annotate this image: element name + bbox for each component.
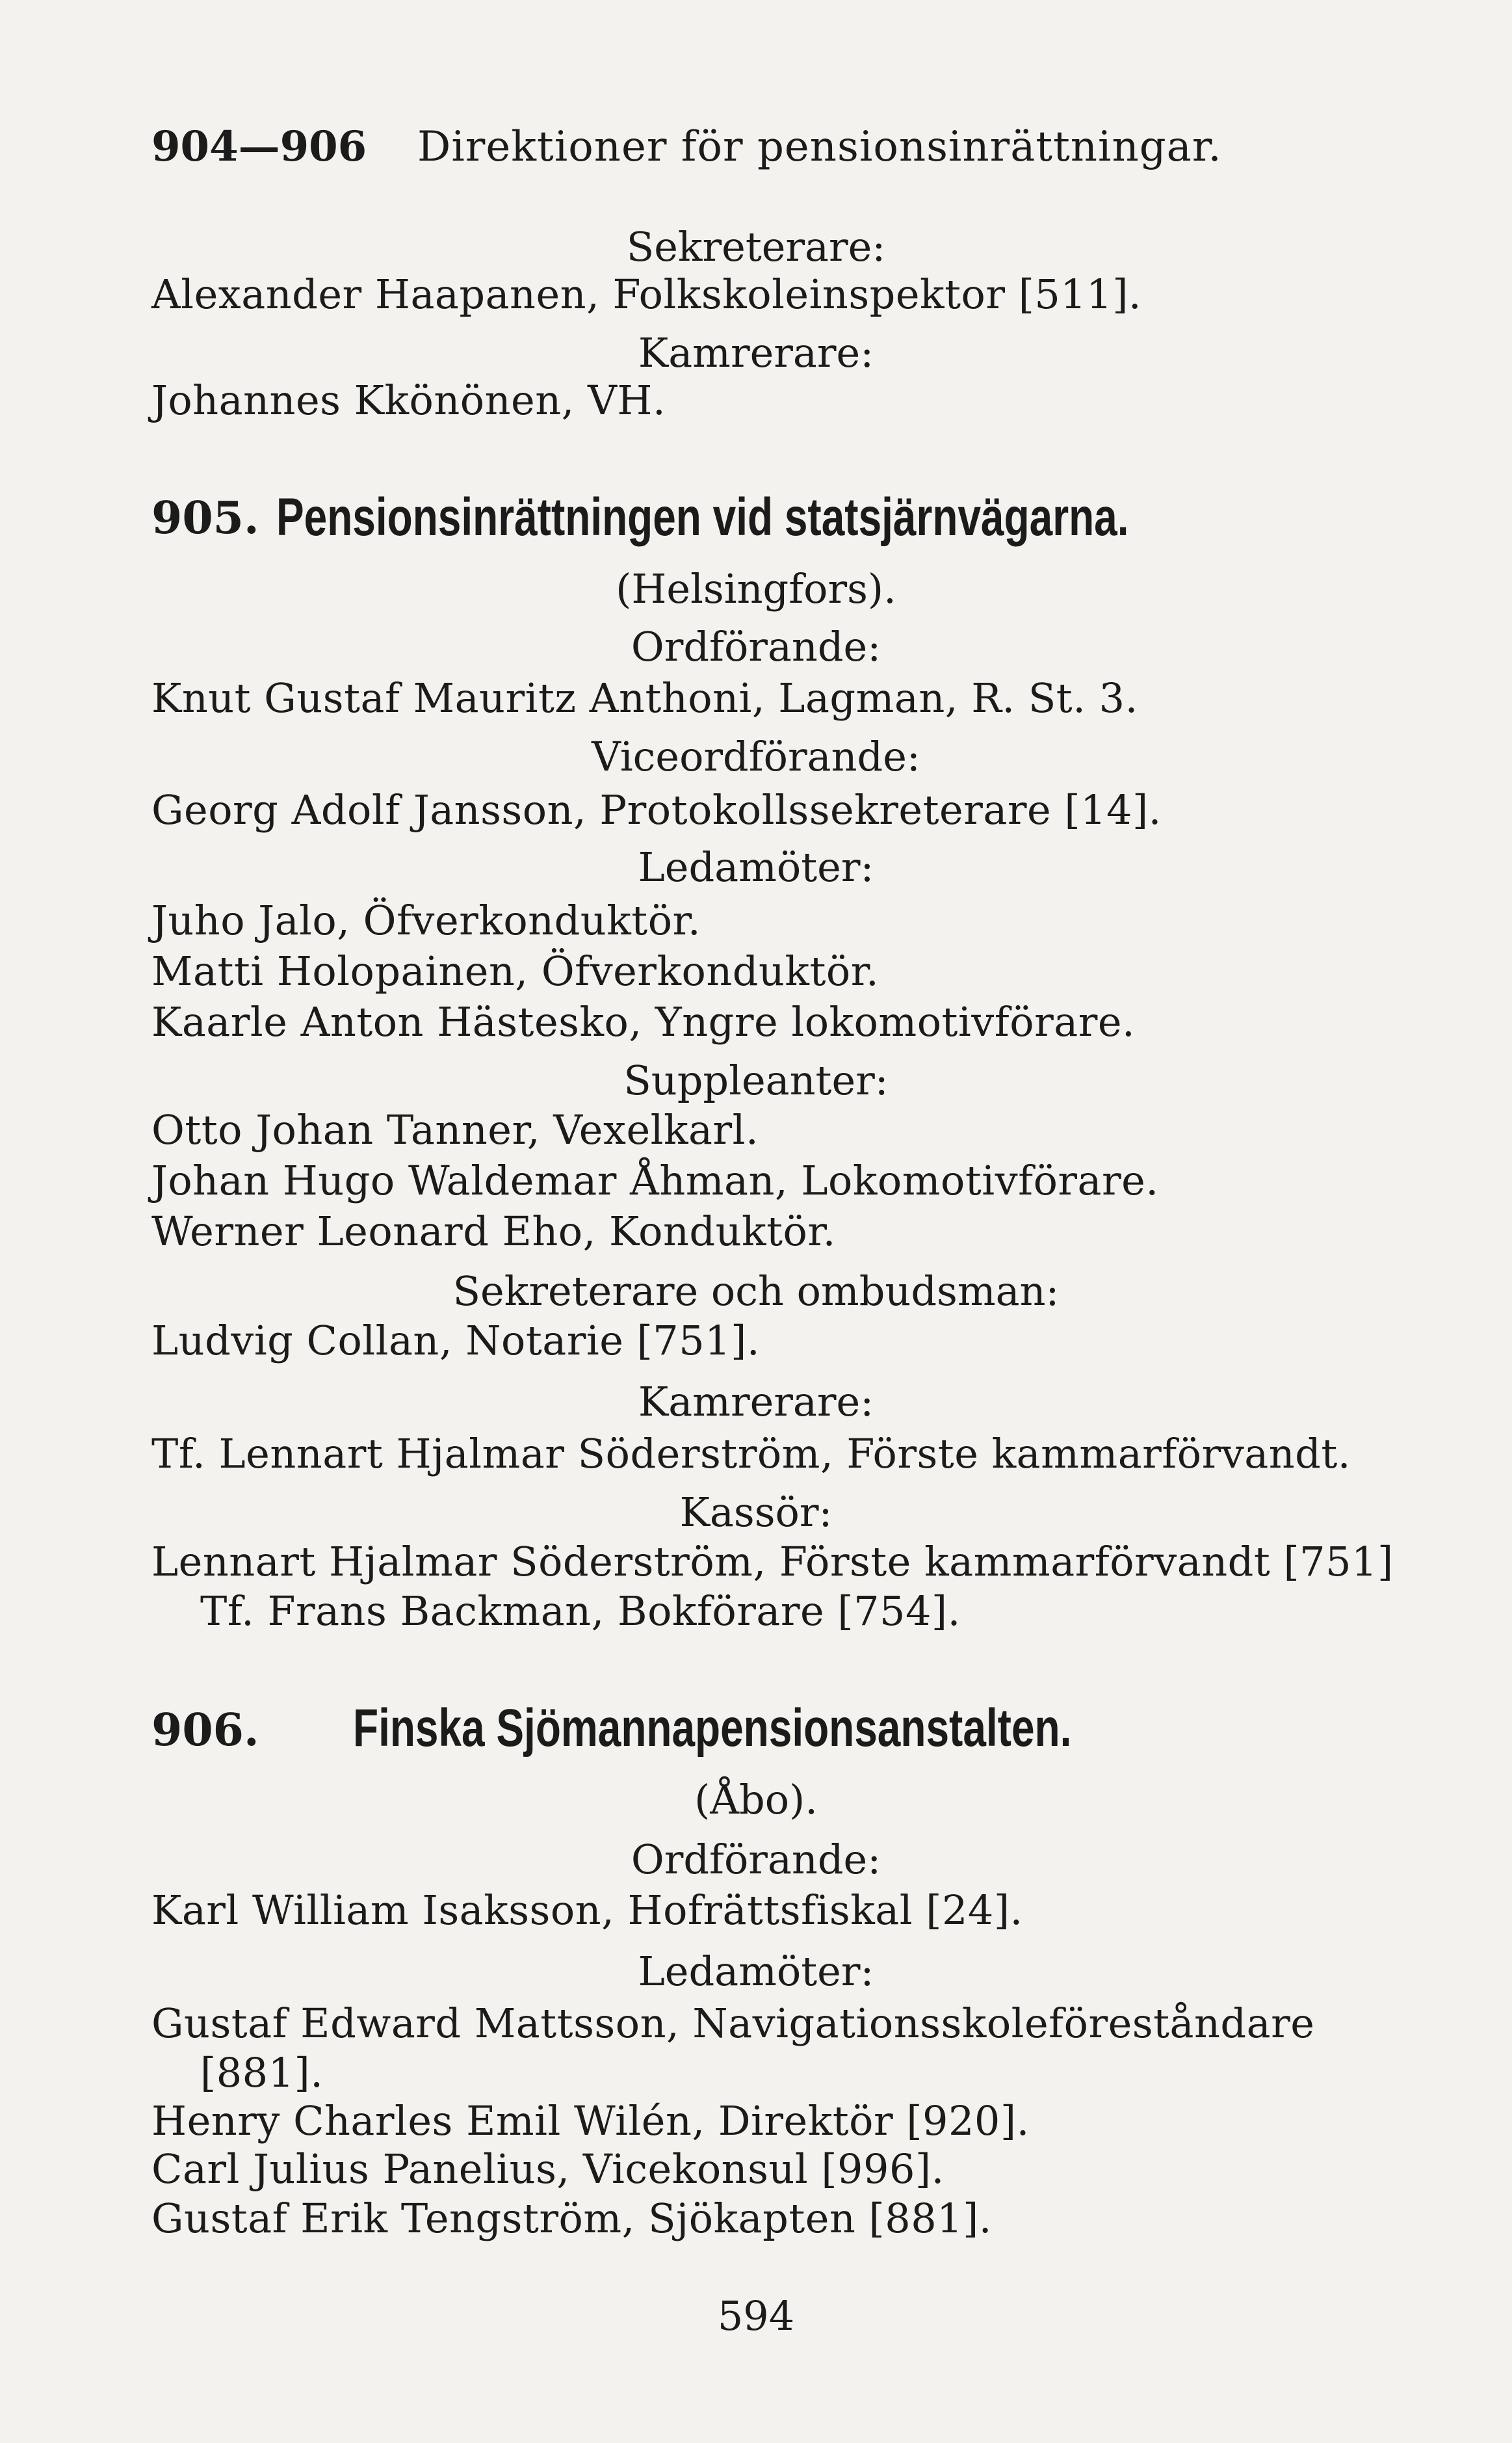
entry-ledamot-905: Matti Holopainen, Öfverkonduktör. <box>151 947 880 995</box>
entry-ledamot-906: [881]. <box>200 2049 324 2096</box>
label-sekreterare-905: Sekreterare och ombudsman: <box>452 1267 1060 1315</box>
entry-ledamot-906: Gustaf Edward Mattsson, Navigationsskoleföreståndare <box>151 2000 1315 2047</box>
entry-suppleant-905: Werner Leonard Eho, Konduktör. <box>151 1208 836 1255</box>
entry-ledamot-906: Carl Julius Panelius, Vicekonsul [996]. <box>151 2145 945 2193</box>
page-number: 594 <box>717 2292 795 2340</box>
section-905-location: (Helsingfors). <box>616 565 896 613</box>
section-906-title: Finska Sjömannapensionsanstalten. <box>353 1698 1072 1758</box>
label-ledamoter-906: Ledamöter: <box>638 1948 874 1995</box>
label-sekreterare-904: Sekreterare: <box>626 223 886 271</box>
entry-ledamot-905: Kaarle Anton Hästesko, Yngre lokomotivförare. <box>151 998 1136 1046</box>
entry-suppleant-905: Johan Hugo Waldemar Åhman, Lokomotivförare. <box>151 1157 1159 1204</box>
entry-kamrerare-904: Johannes Kkönönen, VH. <box>151 376 666 424</box>
section-905-title: Pensionsinrättningen vid statsjärnvägarna. <box>276 488 1129 547</box>
label-kamrerare-904: Kamrerare: <box>638 329 874 376</box>
entry-kassor-905: Tf. Frans Backman, Bokförare [754]. <box>200 1587 961 1635</box>
section-906-number: 906. <box>151 1704 259 1756</box>
entry-vice-905: Georg Adolf Jansson, Protokollssekreterare [14]. <box>151 786 1162 834</box>
entry-ordforande-906: Karl William Isaksson, Hofrättsfiskal [24]. <box>151 1886 1023 1934</box>
header-range: 904—906 <box>151 122 367 171</box>
label-kassor-905: Kassör: <box>679 1488 833 1536</box>
entry-ordforande-905: Knut Gustaf Mauritz Anthoni, Lagman, R. St. 3. <box>151 674 1138 722</box>
entry-suppleant-905: Otto Johan Tanner, Vexelkarl. <box>151 1106 759 1154</box>
label-ledamoter-905: Ledamöter: <box>638 843 874 891</box>
entry-ledamot-906: Henry Charles Emil Wilén, Direktör [920]. <box>151 2097 1030 2145</box>
header-title: Direktioner för pensionsinrättningar. <box>417 123 1222 171</box>
section-906-location: (Åbo). <box>694 1776 818 1823</box>
label-ordforande-905: Ordförande: <box>631 623 881 670</box>
entry-sekreterare-905: Ludvig Collan, Notarie [751]. <box>151 1317 761 1364</box>
entry-ledamot-905: Juho Jalo, Öfverkonduktör. <box>151 897 701 944</box>
label-vice-905: Viceordförande: <box>592 733 920 780</box>
entry-kassor-905: Lennart Hjalmar Söderström, Förste kammarförvandt [751] <box>151 1538 1394 1585</box>
label-kamrerare-905: Kamrerare: <box>638 1378 874 1425</box>
label-suppleanter-905: Suppleanter: <box>623 1057 889 1104</box>
entry-sekreterare-904: Alexander Haapanen, Folkskoleinspektor [511]. <box>151 271 1142 318</box>
entry-ledamot-906: Gustaf Erik Tengström, Sjökapten [881]. <box>151 2195 992 2242</box>
section-905-number: 905. <box>151 492 259 544</box>
entry-kamrerare-905: Tf. Lennart Hjalmar Söderström, Förste kammarförvandt. <box>151 1430 1351 1477</box>
label-ordforande-906: Ordförande: <box>631 1836 881 1883</box>
